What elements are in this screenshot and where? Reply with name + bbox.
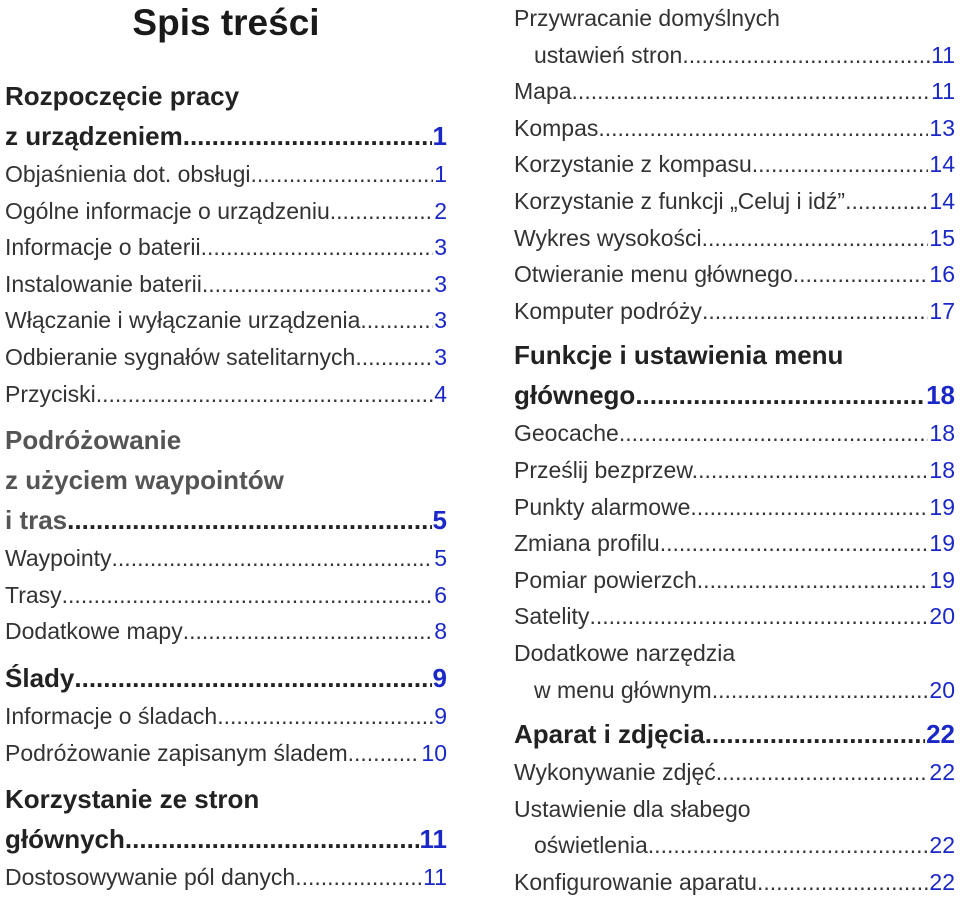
dot-leader [716,754,929,791]
entry-label: Waypointy [5,545,112,572]
entry-line [514,754,955,791]
entry-line [514,827,955,864]
entry-line [514,0,955,37]
entry-line [5,735,447,772]
section-title: Korzystanie ze stron [5,784,260,815]
section-title: głównych [5,824,125,855]
toc-entry[interactable] [514,525,955,562]
entry-label: Objaśnienia dot. obsługi [5,161,251,187]
entry-label: ustawień stron [534,41,683,68]
page-number[interactable]: 22 [929,832,955,859]
toc-entry[interactable] [514,220,955,257]
toc-list-left [5,76,447,896]
dot-leader [682,37,930,74]
page-number[interactable]: 19 [929,566,955,593]
section-line [5,420,447,460]
entry-line [514,562,955,599]
dot-leader [125,819,419,859]
entry-label: Zmiana profilu [514,530,660,557]
toc-entry[interactable] [514,864,955,901]
entry-line [5,156,447,193]
dot-leader [598,110,928,147]
entry-line [5,698,447,735]
section-title: Aparat i zdjęcia [514,719,705,750]
toc-column-left [5,0,447,896]
entry-line [514,256,955,293]
entry-label: Satelity [514,603,590,630]
page-number[interactable]: 4 [434,380,447,407]
entry-label: Mapa [514,78,572,105]
toc-entry[interactable] [514,293,955,330]
page-number[interactable]: 18 [929,456,955,483]
dot-leader [793,256,929,293]
dot-leader [348,735,421,772]
dot-leader [698,452,928,489]
entry-line [514,489,955,526]
entry-label: Punkty alarmowe [514,493,691,520]
dot-leader [295,859,422,896]
page-number[interactable]: 9 [432,662,447,693]
dot-leader [183,613,434,650]
entry-label: Instalowanie baterii [5,270,202,297]
dot-leader [360,302,433,339]
section-title: głównego [514,380,636,411]
dot-leader [74,658,431,698]
toc-entry[interactable] [5,859,447,896]
toc-section[interactable] [514,714,955,754]
dot-leader [697,562,929,599]
dot-leader [648,827,929,864]
entry-label: Komputer podróży [514,297,702,324]
entry-line [5,339,447,376]
page-number[interactable]: 15 [929,224,955,251]
entry-label: oświetlenia [534,832,648,859]
toc-entry[interactable] [514,0,955,73]
page-number[interactable]: 17 [929,297,955,324]
page-number[interactable]: 1 [432,121,447,151]
toc-entry[interactable] [5,339,447,376]
entry-label: Pomiar powierzch [514,566,697,593]
page-number[interactable]: 20 [929,676,955,703]
page-number[interactable]: 18 [929,420,955,447]
entry-line [514,110,955,147]
toc-entry[interactable] [514,635,955,708]
entry-line [5,376,447,413]
entry-line [5,266,447,303]
entry-line [514,525,955,562]
page-number[interactable]: 6 [434,581,447,608]
toc-entry[interactable] [5,376,447,413]
toc-list-right [514,0,955,900]
dot-leader [67,500,431,540]
toc-entry[interactable] [5,698,447,735]
toc-entry[interactable] [5,193,447,230]
section-title: Rozpoczęcie pracy [5,81,240,111]
entry-line [5,577,447,614]
dot-leader [217,698,433,735]
entry-line [514,183,955,220]
dot-leader [330,193,433,230]
toc-entry[interactable] [514,73,955,110]
section-line [514,714,955,754]
page-number[interactable]: 11 [931,41,955,68]
toc-section[interactable] [514,335,955,415]
entry-label: Prześlij bezprzew. [514,456,699,483]
page-number[interactable]: 10 [421,739,447,766]
toc-section[interactable] [5,76,447,156]
page-number[interactable]: 14 [929,151,955,178]
page-number[interactable]: 16 [929,261,955,288]
page-number[interactable]: 22 [929,759,955,786]
section-title: z użyciem waypointów [5,465,284,496]
dot-leader [702,293,928,330]
page-number[interactable]: 5 [434,545,447,572]
dot-leader [705,714,925,754]
entry-line [5,193,447,230]
dot-leader [845,183,928,220]
toc-column-right [514,0,955,900]
entry-label: Trasy [5,581,62,608]
entry-label: Konfigurowanie aparatu [514,868,757,895]
toc-entry[interactable] [514,489,955,526]
dot-leader [589,598,928,635]
page-number[interactable]: 3 [434,234,447,261]
page-number[interactable]: 19 [929,493,955,520]
section-line [5,460,447,500]
toc-entry[interactable] [5,302,447,339]
toc-entry[interactable] [514,256,955,293]
entry-label: Otwieranie menu głównego [514,261,793,288]
entry-line [514,293,955,330]
section-title: Ślady [5,662,75,693]
entry-label: Dodatkowe mapy [5,618,183,645]
dot-leader [619,415,929,452]
entry-line [514,73,955,110]
dot-leader [201,229,434,266]
dot-leader [712,672,929,709]
toc-entry[interactable] [514,146,955,183]
entry-line [514,791,955,828]
section-line [514,335,955,375]
section-line [5,819,447,859]
dot-leader [572,73,931,110]
entry-line [5,302,447,339]
page-number[interactable]: 1 [434,161,447,187]
entry-label: Dodatkowe narzędzia [514,639,736,666]
entry-label: Wykonywanie zdjęć [514,759,716,786]
section-line [5,500,447,540]
entry-line [5,229,447,266]
entry-line [514,37,955,74]
toc-section[interactable] [5,658,447,698]
entry-label: Ogólne informacje o urządzeniu [5,197,330,224]
toc-entry[interactable] [514,183,955,220]
toc-entry[interactable] [5,156,447,193]
toc-entry[interactable] [5,540,447,577]
section-title: z urządzeniem [5,121,183,151]
page-number[interactable]: 3 [434,270,447,297]
section-line [514,375,955,415]
entry-line [514,672,955,709]
dot-leader [202,266,433,303]
entry-label: Korzystanie z kompasu [514,151,752,178]
page-number[interactable]: 13 [929,114,955,141]
page-number[interactable]: 20 [929,603,955,630]
dot-leader [355,339,433,376]
entry-label: Przywracanie domyślnych [514,5,780,31]
entry-label: Korzystanie z funkcji „Celuj i idź” [514,187,846,214]
page-number[interactable]: 3 [434,307,447,334]
page-number[interactable]: 14 [929,187,955,214]
toc-entry[interactable] [514,791,955,864]
dot-leader [690,489,928,526]
entry-label: Wykres wysokości [514,224,702,251]
dot-leader [183,116,432,156]
toc-entry[interactable] [514,452,955,489]
dot-leader [112,540,434,577]
toc-section[interactable] [5,779,447,859]
section-title: Podróżowanie [5,425,182,456]
toc-entry[interactable] [5,266,447,303]
dot-leader [757,864,928,901]
entry-label: w menu głównym [534,676,712,703]
toc-entry[interactable] [514,754,955,791]
page-number[interactable]: 18 [926,380,955,411]
entry-line [5,859,447,896]
entry-line [514,598,955,635]
toc-entry[interactable] [5,229,447,266]
toc-entry[interactable] [5,735,447,772]
dot-leader [635,375,925,415]
dot-leader [660,525,929,562]
page-number[interactable]: 11 [931,78,955,105]
dot-leader [62,577,434,614]
entry-line [5,540,447,577]
entry-line [514,635,955,672]
section-line [5,116,447,156]
entry-label: Dostosowywanie pól danych [5,864,296,891]
entry-label: Informacje o śladach [5,702,218,729]
section-title: i tras [5,505,68,536]
toc-entry[interactable] [514,562,955,599]
entry-line [514,864,955,901]
page-number[interactable]: 19 [929,530,955,557]
entry-label: Odbieranie sygnałów satelitarnych [5,343,356,370]
toc-entry[interactable] [514,598,955,635]
entry-label: Podróżowanie zapisanym śladem [5,739,348,766]
page-number[interactable]: 11 [423,864,447,891]
page-number[interactable]: 9 [434,702,447,729]
page-number[interactable]: 22 [929,868,955,895]
page-title: Spis treści [132,2,320,43]
toc-entry[interactable] [5,613,447,650]
entry-label: Ustawienie dla słabego [514,795,751,822]
page-number[interactable]: 5 [432,505,447,536]
entry-line [514,415,955,452]
toc-entry[interactable] [5,577,447,614]
entry-label: Przyciski [5,380,96,407]
page-number[interactable]: 8 [434,618,447,645]
toc-entry[interactable] [514,110,955,147]
entry-line [514,220,955,257]
entry-line [514,146,955,183]
dot-leader [96,376,433,413]
entry-label: Informacje o baterii [5,234,201,261]
page-number[interactable]: 2 [434,197,447,224]
page-number[interactable]: 11 [419,824,447,855]
dot-leader [702,220,929,257]
dot-leader [752,146,929,183]
dot-leader [251,156,434,193]
section-line [5,658,447,698]
toc-entry[interactable] [514,415,955,452]
entry-label: Geocache [514,420,619,447]
section-line [5,779,447,819]
section-title: Funkcje i ustawienia menu [514,340,844,371]
section-line [5,76,447,116]
toc-section[interactable] [5,420,447,540]
entry-line [514,452,955,489]
entry-line [5,613,447,650]
page-number[interactable]: 3 [434,343,447,370]
page-number[interactable]: 22 [926,719,955,750]
entry-label: Włączanie i wyłączanie urządzenia [5,307,361,334]
entry-label: Kompas [514,114,599,141]
